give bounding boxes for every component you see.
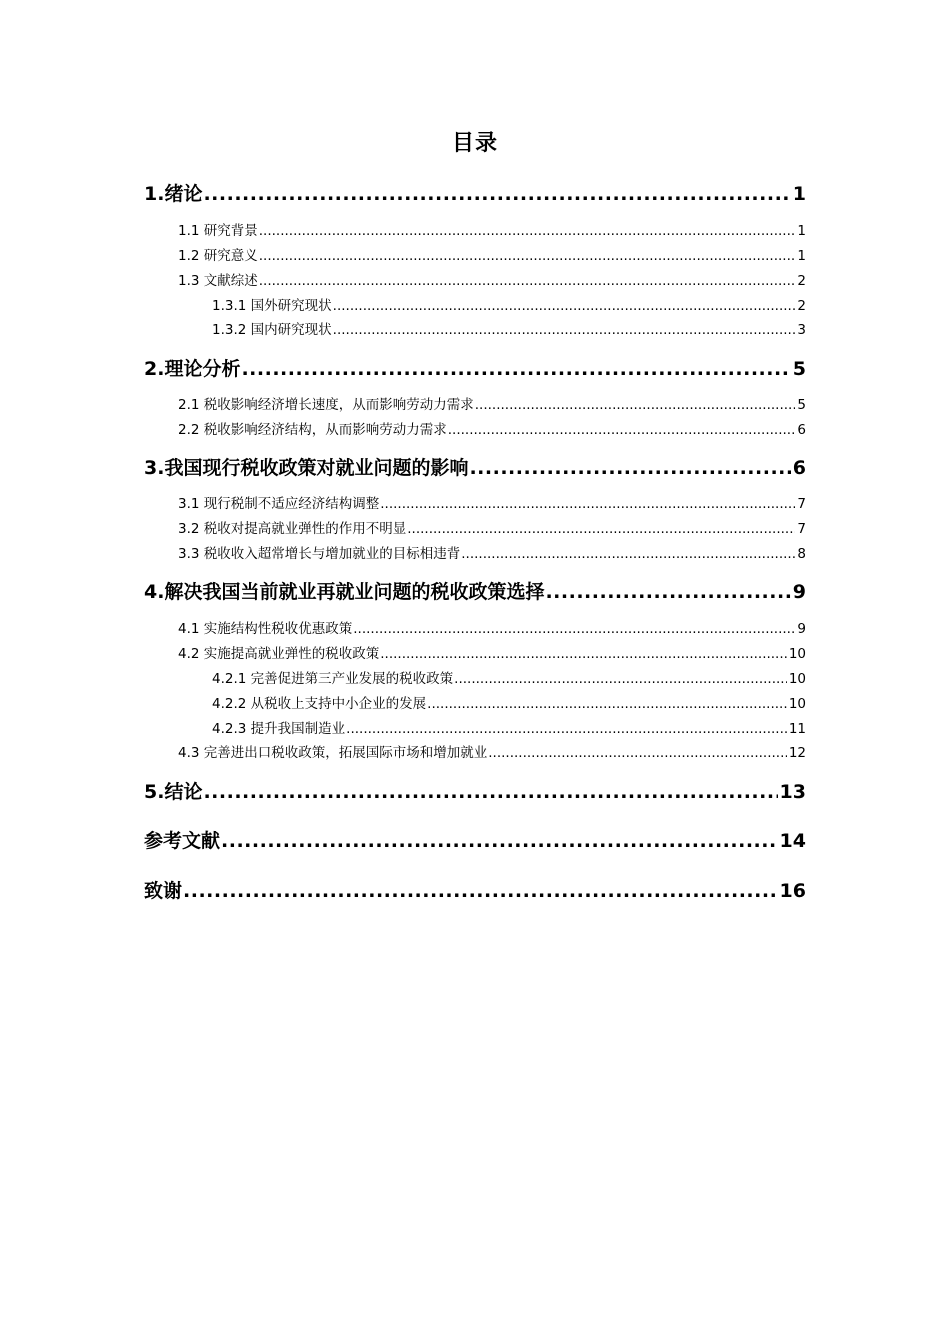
toc-entry-label: 3.1 现行税制不适应经济结构调整 bbox=[178, 496, 380, 512]
toc-entry-1-3[interactable] bbox=[178, 269, 806, 289]
toc-entry-page: 1 bbox=[797, 248, 806, 264]
toc-entry-1-3-1[interactable] bbox=[212, 294, 806, 314]
toc-entry-label: 3.2 税收对提高就业弹性的作用不明显 bbox=[178, 521, 407, 537]
dot-leader bbox=[475, 397, 796, 413]
dot-leader bbox=[221, 830, 778, 852]
toc-entry-4-1[interactable] bbox=[178, 617, 806, 637]
toc-entry-3[interactable] bbox=[144, 453, 806, 480]
toc-entry-page: 13 bbox=[779, 781, 806, 803]
toc-entry-label: 4.3 完善进出口税收政策，拓展国际市场和增加就业 bbox=[178, 745, 488, 761]
toc-entry-2-2[interactable] bbox=[178, 418, 806, 438]
toc-entry-page: 10 bbox=[788, 646, 806, 662]
dot-leader bbox=[454, 671, 787, 687]
toc-entry-label: 1.绪论 bbox=[144, 183, 203, 205]
toc-entry-page: 7 bbox=[797, 521, 806, 537]
dot-leader bbox=[203, 183, 790, 205]
toc-entry-3-1[interactable] bbox=[178, 492, 806, 512]
dot-leader bbox=[346, 721, 787, 737]
toc-entry-page: 8 bbox=[797, 546, 806, 562]
toc-entry-page: 16 bbox=[779, 880, 806, 902]
dot-leader bbox=[427, 696, 787, 712]
dot-leader bbox=[333, 322, 796, 338]
toc-entry-label: 致谢 bbox=[144, 880, 183, 902]
dot-leader bbox=[259, 248, 796, 264]
toc-entry-label: 4.2 实施提高就业弹性的税收政策 bbox=[178, 646, 380, 662]
toc-entry-page: 5 bbox=[797, 397, 806, 413]
toc-entry-2[interactable] bbox=[144, 354, 806, 381]
toc-entry-3-3[interactable] bbox=[178, 542, 806, 562]
toc-entry-1-3-2[interactable] bbox=[212, 318, 806, 338]
dot-leader bbox=[353, 621, 795, 637]
dot-leader bbox=[380, 496, 795, 512]
toc-entry-4-2-3[interactable] bbox=[212, 717, 806, 737]
toc-entry-page: 6 bbox=[797, 422, 806, 438]
toc-entry-label: 4.2.2 从税收上支持中小企业的发展 bbox=[212, 696, 427, 712]
toc-entry-1-1[interactable] bbox=[178, 219, 806, 239]
toc-entry-label: 1.3.1 国外研究现状 bbox=[212, 298, 332, 314]
toc-entry-label: 5.结论 bbox=[144, 781, 203, 803]
toc-entry-label: 参考文献 bbox=[144, 830, 221, 852]
toc-entry-page: 1 bbox=[797, 223, 806, 239]
toc-entry-page: 9 bbox=[797, 621, 806, 637]
dot-leader bbox=[488, 745, 787, 761]
toc-entry-2-1[interactable] bbox=[178, 393, 806, 413]
toc-entry-page: 3 bbox=[797, 322, 806, 338]
toc-entry-acknowledgements[interactable] bbox=[144, 876, 806, 903]
toc-entry-4-3[interactable] bbox=[178, 741, 806, 761]
toc-entry-label: 4.解决我国当前就业再就业问题的税收政策选择 bbox=[144, 581, 545, 603]
toc-entry-page: 9 bbox=[792, 581, 806, 603]
toc-entry-label: 3.我国现行税收政策对就业问题的影响 bbox=[144, 457, 469, 479]
toc-entry-label: 4.2.3 提升我国制造业 bbox=[212, 721, 346, 737]
dot-leader bbox=[545, 581, 790, 603]
toc-entry-page: 1 bbox=[792, 183, 806, 205]
toc-entry-page: 14 bbox=[779, 830, 806, 852]
toc-entry-label: 4.1 实施结构性税收优惠政策 bbox=[178, 621, 353, 637]
toc-entry-label: 4.2.1 完善促进第三产业发展的税收政策 bbox=[212, 671, 454, 687]
toc-entry-page: 2 bbox=[797, 273, 806, 289]
toc-entry-label: 2.1 税收影响经济增长速度，从而影响劳动力需求 bbox=[178, 397, 474, 413]
toc-entry-5[interactable] bbox=[144, 777, 806, 804]
toc-entry-page: 5 bbox=[792, 358, 806, 380]
dot-leader bbox=[333, 298, 796, 314]
toc-entry-label: 1.3 文献综述 bbox=[178, 273, 258, 289]
dot-leader bbox=[407, 521, 795, 537]
dot-leader bbox=[183, 880, 778, 902]
toc-entry-page: 12 bbox=[788, 745, 806, 761]
toc-entry-label: 2.2 税收影响经济结构，从而影响劳动力需求 bbox=[178, 422, 447, 438]
dot-leader bbox=[469, 457, 790, 479]
dot-leader bbox=[380, 646, 787, 662]
toc-entry-label: 1.1 研究背景 bbox=[178, 223, 258, 239]
toc-entry-label: 3.3 税收收入超常增长与增加就业的目标相违背 bbox=[178, 546, 461, 562]
toc-entry-page: 10 bbox=[788, 671, 806, 687]
dot-leader bbox=[203, 781, 777, 803]
toc-entry-page: 6 bbox=[792, 457, 806, 479]
dot-leader bbox=[259, 273, 796, 289]
toc-entry-1-2[interactable] bbox=[178, 244, 806, 264]
toc-entry-label: 1.3.2 国内研究现状 bbox=[212, 322, 332, 338]
page-title: 目录 bbox=[451, 131, 498, 156]
toc-entry-page: 11 bbox=[788, 721, 806, 737]
toc-entry-page: 7 bbox=[797, 496, 806, 512]
dot-leader bbox=[461, 546, 795, 562]
dot-leader bbox=[259, 223, 796, 239]
toc-entry-1[interactable] bbox=[144, 179, 806, 206]
toc-entry-4-2-1[interactable] bbox=[212, 667, 806, 687]
dot-leader bbox=[448, 422, 796, 438]
toc-entry-label: 2.理论分析 bbox=[144, 358, 241, 380]
toc-entry-4[interactable] bbox=[144, 577, 806, 604]
dot-leader bbox=[241, 358, 790, 380]
toc-entry-4-2[interactable] bbox=[178, 642, 806, 662]
toc-entry-page: 2 bbox=[797, 298, 806, 314]
toc-entry-4-2-2[interactable] bbox=[212, 692, 806, 712]
toc-entry-references[interactable] bbox=[144, 826, 806, 853]
toc-entry-3-2[interactable] bbox=[178, 517, 806, 537]
toc-entry-label: 1.2 研究意义 bbox=[178, 248, 258, 264]
toc-entry-page: 10 bbox=[788, 696, 806, 712]
